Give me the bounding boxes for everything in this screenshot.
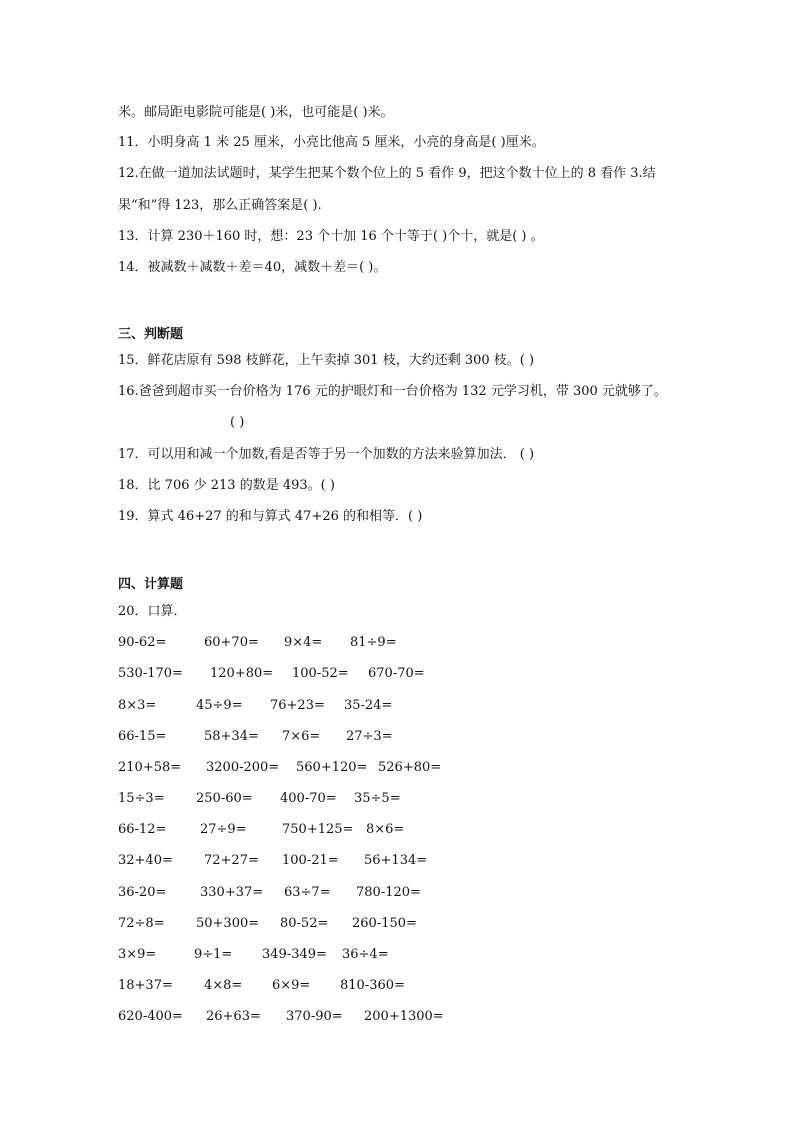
question-14: 14．被减数＋减数＋差＝40，减数＋差＝( )。 <box>118 260 387 275</box>
calc-item: 72÷8= <box>118 916 165 931</box>
question-12-line1: 12.在做一道加法试题时，某学生把某个数个位上的 5 看作 9，把这个数十位上的 8 看作 3.结 <box>118 166 656 181</box>
calc-item: 8×3= <box>118 698 157 713</box>
question-17: 17．可以用和减一个加数,看是否等于另一个加数的方法来验算加法． ( ) <box>118 447 535 462</box>
calc-item: 370-90= <box>286 1009 343 1024</box>
calc-item: 9÷1= <box>194 947 233 962</box>
question-16: 16.爸爸到超市买一台价格为 176 元的护眼灯和一台价格为 132 元学习机，带 300 元就够了。 <box>118 384 667 399</box>
calc-item: 63÷7= <box>284 885 331 900</box>
question-12-line2: 果“和”得 123，那么正确答案是( ). <box>118 198 322 213</box>
calc-item: 210+58= <box>118 760 182 775</box>
calc-item: 66-12= <box>118 822 167 837</box>
calc-item: 27÷9= <box>200 822 247 837</box>
calc-item: 26+63= <box>206 1009 261 1024</box>
calc-item: 7×6= <box>282 729 321 744</box>
calc-item: 120+80= <box>210 666 274 681</box>
calc-item: 9×4= <box>284 635 323 650</box>
calc-item: 100-52= <box>292 666 349 681</box>
calc-item: 250-60= <box>196 791 253 806</box>
question-18: 18．比 706 少 213 的数是 493。( ) <box>118 478 335 493</box>
calc-item: 560+120= <box>296 760 368 775</box>
calc-item: 80-52= <box>280 916 329 931</box>
calc-item: 50+300= <box>196 916 260 931</box>
calc-item: 36÷4= <box>342 947 389 962</box>
calc-item: 18+37= <box>118 978 173 993</box>
calc-item: 27÷3= <box>346 729 393 744</box>
section-3-title: 三、判断题 <box>118 327 184 342</box>
calc-item: 60+70= <box>204 635 259 650</box>
calc-item: 35-24= <box>344 698 393 713</box>
calc-item: 90-62= <box>118 635 167 650</box>
question-20-label: 20．口算． <box>118 604 187 619</box>
calc-item: 100-21= <box>282 853 339 868</box>
calc-item: 780-120= <box>356 885 421 900</box>
calc-item: 32+40= <box>118 853 173 868</box>
question-16-answer-blank: ( ) <box>230 415 245 430</box>
calc-item: 200+1300= <box>364 1009 444 1024</box>
calc-item: 400-70= <box>280 791 337 806</box>
question-19: 19．算式 46+27 的和与算式 47+26 的和相等．( ) <box>118 509 423 524</box>
calc-item: 15÷3= <box>118 791 165 806</box>
calc-item: 56+134= <box>364 853 428 868</box>
calc-item: 530-170= <box>118 666 183 681</box>
calc-item: 4×8= <box>204 978 243 993</box>
calc-item: 349-349= <box>262 947 327 962</box>
section-4-title: 四、计算题 <box>118 577 184 592</box>
calc-item: 3200-200= <box>206 760 280 775</box>
question-11: 11．小明身高 1 米 25 厘米，小亮比他高 5 厘米，小亮的身高是( )厘米。 <box>118 135 545 150</box>
calc-item: 81÷9= <box>350 635 397 650</box>
calc-item: 330+37= <box>200 885 264 900</box>
calc-item: 36-20= <box>118 885 167 900</box>
calc-item: 526+80= <box>378 760 442 775</box>
question-15: 15．鲜花店原有 598 枝鲜花，上午卖掉 301 枝，大约还剩 300 枝。( ) <box>118 353 535 368</box>
calc-item: 620-400= <box>118 1009 183 1024</box>
calc-item: 45÷9= <box>196 698 243 713</box>
calc-item: 58+34= <box>204 729 259 744</box>
calc-item: 670-70= <box>368 666 425 681</box>
calc-item: 76+23= <box>270 698 325 713</box>
calc-item: 35÷5= <box>354 791 401 806</box>
calc-item: 72+27= <box>204 853 259 868</box>
calc-item: 260-150= <box>352 916 417 931</box>
calc-item: 8×6= <box>366 822 405 837</box>
question-13: 13．计算 230＋160 时，想：23 个十加 16 个十等于( )个十，就是( ) 。 <box>118 229 544 244</box>
calc-item: 66-15= <box>118 729 167 744</box>
calc-item: 3×9= <box>118 947 157 962</box>
q10-continuation: 米。邮局距电影院可能是( )米，也可能是( )米。 <box>118 105 394 120</box>
calc-item: 810-360= <box>340 978 405 993</box>
calc-item: 6×9= <box>272 978 311 993</box>
calc-item: 750+125= <box>282 822 354 837</box>
